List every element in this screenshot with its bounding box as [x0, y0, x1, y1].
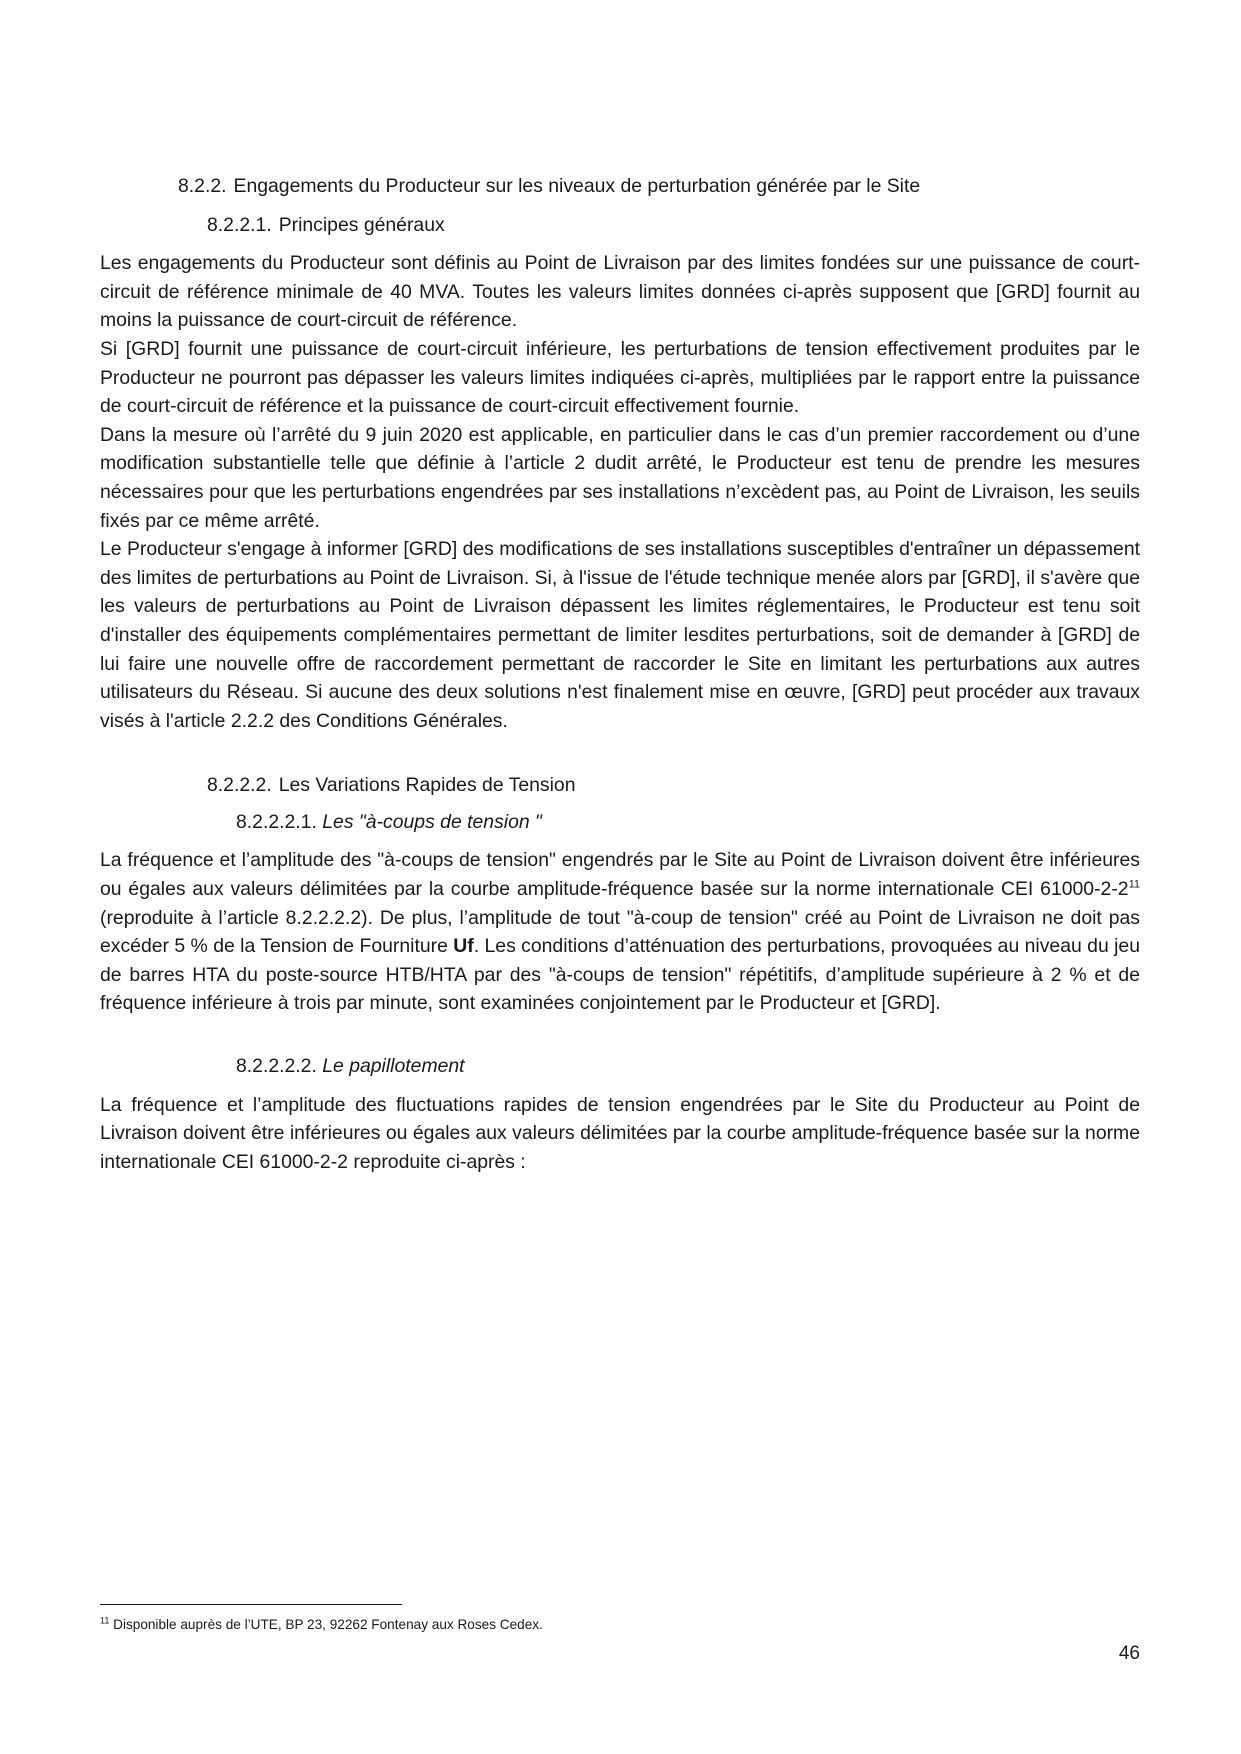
text-segment: (reproduite à l’article 8.2.2.2.2). De plus, l’amplitude de tout "à-coup de tension" créé au Point de Livraison ne doit pas excéder 5 % de la Tension de Fourniture: [100, 906, 1140, 958]
footnote-marker: 11: [100, 1615, 110, 1626]
paragraph: Le Producteur s'engage à informer [GRD] des modifications de ses installations susceptibles d'entraîner un dépassement des limites de perturbations au Point de Livraison. Si, à l'issue de l'étude technique menée alors par [GRD], il s'avère que les valeurs de perturbations au Point de Livraison dépassent les limites réglementaires, le Producteur est tenu soit d'installer des équipements complémentaires permettant de limiter lesdites perturbations, soit de demander à [GRD] de lui faire une nouvelle offre de raccordement permettant de raccorder le Site en limitant les perturbations aux autres utilisateurs du Réseau. Si aucune des deux solutions n'est finalement mise en œuvre, [GRD] peut procéder aux travaux visés à l'article 2.2.2 des Conditions Générales.: [100, 538, 1140, 732]
heading-number: 8.2.2.2.: [207, 774, 272, 797]
heading-8-2-2: [178, 172, 1140, 201]
heading-number: 8.2.2.: [178, 175, 227, 197]
text-segment: La fréquence et l’amplitude des "à-coups de tension" engendrés par le Site au Point de Livraison doivent être inférieures ou égales aux valeurs délimitées par la courbe amplitude-fréquence basée sur la norme internationale CEI 61000-2-2: [100, 849, 1140, 901]
heading-8-2-2-2: [207, 771, 1140, 800]
paragraph: Les engagements du Producteur sont définis au Point de Livraison par des limites fondées sur une puissance de court-circuit de référence minimale de 40 MVA. Toutes les valeurs limites données ci-après supposent que [GRD] fournit au moins la puissance de court-circuit de référence.: [100, 252, 1140, 332]
paragraph-a-coups: [100, 846, 1140, 1018]
footnote-reference[interactable]: 11: [1128, 878, 1140, 891]
spacer: [100, 735, 1140, 771]
heading-8-2-2-1: [207, 211, 1140, 240]
paragraph: Dans la mesure où l’arrêté du 9 juin 2020 est applicable, en particulier dans le cas d’un premier raccordement ou d’une modification substantielle telle que définie à l’article 2 dudit arrêté, le Producteur est tenu de prendre les mesures nécessaires pour que les perturbations engendrées par ses installations n’excèdent pas, au Point de Livraison, les seuils fixés par ce même arrêté.: [100, 423, 1140, 532]
heading-title: Les Variations Rapides de Tension: [278, 774, 576, 797]
heading-8-2-2-2-2: [236, 1052, 1140, 1081]
heading-number: 8.2.2.1.: [207, 213, 272, 236]
heading-number: 8.2.2.2.1.: [236, 810, 317, 833]
page-number: 46: [1118, 1643, 1140, 1664]
footnote-text: Disponible auprès de l’UTE, BP 23, 92262 Fontenay aux Roses Cedex.: [109, 1617, 543, 1632]
text-segment: . Les conditions d’atténuation des perturbations, provoquées au niveau du jeu de barres HTA du poste-source HTB/HTA par des "à-coups de tension" répétitifs, d’amplitude supérieure à 2 % et de fréquence inférieure à trois par minute, sont examinées conjointement par le Producteur et [GRD].: [100, 935, 1140, 1015]
paragraph: La fréquence et l’amplitude des fluctuations rapides de tension engendrées par le Site du Producteur au Point de Livraison doivent être inférieures ou égales aux valeurs délimitées par la courbe amplitude-fréquence basée sur la norme internationale CEI 61000-2-2 reproduite ci-après :: [100, 1093, 1140, 1173]
footnote: [100, 1616, 1000, 1634]
page-content: [100, 172, 1140, 1176]
heading-title: Principes généraux: [278, 213, 445, 236]
heading-number: 8.2.2.2.2.: [236, 1055, 317, 1078]
bold-term: Uf: [453, 935, 474, 958]
footnote-separator: [100, 1604, 402, 1605]
heading-title: Le papillotement: [322, 1055, 465, 1078]
heading-title: Les "à-coups de tension ": [322, 810, 542, 833]
spacer: [100, 1018, 1140, 1044]
heading-title: Engagements du Producteur sur les niveaux de perturbation générée par le Site: [233, 175, 921, 197]
heading-8-2-2-2-1: [236, 808, 1140, 837]
paragraph: Si [GRD] fournit une puissance de court-circuit inférieure, les perturbations de tension effectivement produites par le Producteur ne pourront pas dépasser les valeurs limites indiquées ci-après, multipliées par le rapport entre la puissance de court-circuit de référence et la puissance de court-circuit effectivement fournie.: [100, 337, 1140, 418]
